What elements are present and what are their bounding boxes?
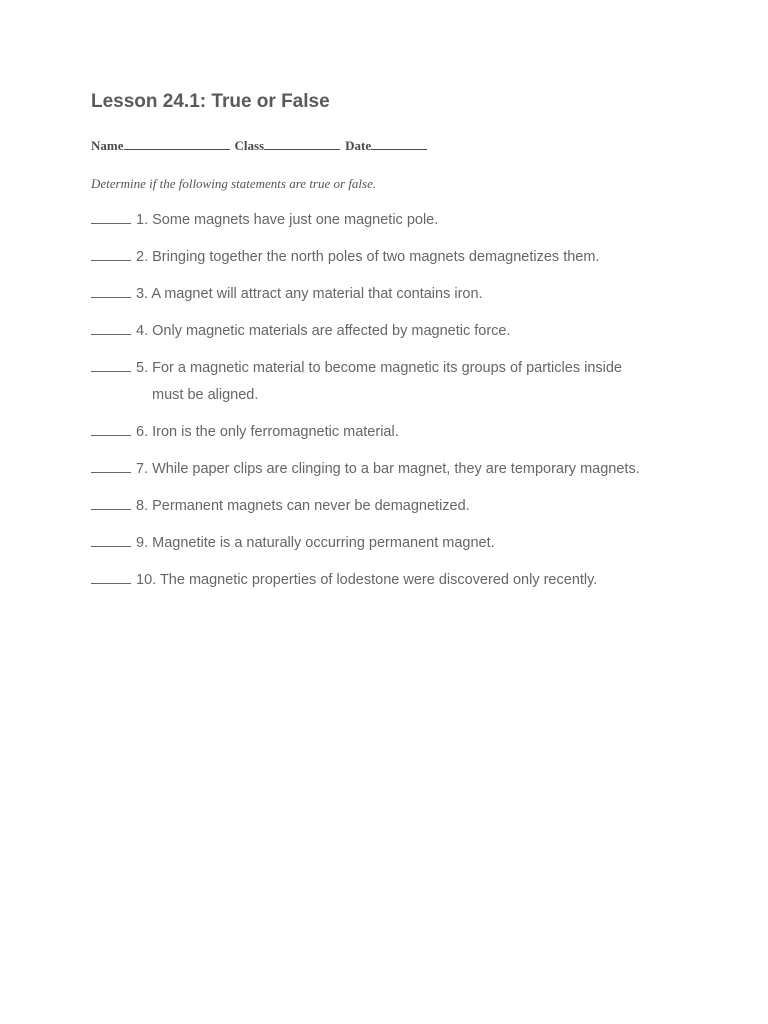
answer-blank bbox=[91, 496, 131, 510]
question-number: 7. bbox=[136, 461, 149, 477]
question-number: 8. bbox=[136, 498, 149, 514]
answer-blank bbox=[91, 459, 131, 473]
question-text: Iron is the only ferromagnetic material. bbox=[152, 424, 399, 440]
question-text: For a magnetic material to become magnetic its groups of particles inside bbox=[152, 360, 622, 376]
class-label: Class bbox=[234, 138, 265, 153]
question-text: A magnet will attract any material that contains iron. bbox=[151, 286, 483, 302]
instructions: Determine if the following statements are true or false. bbox=[91, 176, 377, 191]
answer-blank bbox=[91, 284, 131, 298]
question-text: While paper clips are clinging to a bar magnet, they are temporary magnets. bbox=[152, 461, 640, 477]
question-number: 10. bbox=[136, 572, 157, 588]
question-9 bbox=[91, 530, 691, 557]
date-label: Date bbox=[345, 138, 372, 153]
answer-blank bbox=[91, 422, 131, 436]
question-3 bbox=[91, 281, 691, 308]
answer-blank bbox=[91, 210, 131, 224]
name-blank bbox=[124, 137, 230, 150]
question-6 bbox=[91, 419, 691, 446]
question-number: 3. bbox=[136, 286, 149, 302]
question-number: 1. bbox=[136, 212, 149, 228]
question-7 bbox=[91, 456, 731, 483]
answer-blank bbox=[91, 321, 131, 335]
name-label: Name bbox=[91, 138, 124, 153]
student-info-line bbox=[91, 137, 432, 154]
date-blank bbox=[371, 137, 427, 150]
question-text: Only magnetic materials are affected by magnetic force. bbox=[152, 323, 511, 339]
question-number: 2. bbox=[136, 249, 149, 265]
question-number: 9. bbox=[136, 535, 149, 551]
question-text: Bringing together the north poles of two magnets demagnetizes them. bbox=[152, 249, 600, 265]
question-2 bbox=[91, 244, 691, 271]
question-number: 5. bbox=[136, 360, 149, 376]
question-text: Magnetite is a naturally occurring permanent magnet. bbox=[152, 535, 495, 551]
answer-blank bbox=[91, 533, 131, 547]
answer-blank bbox=[91, 358, 131, 372]
answer-blank bbox=[91, 570, 131, 584]
question-1 bbox=[91, 207, 691, 234]
question-number: 4. bbox=[136, 323, 149, 339]
page-title: Lesson 24.1: True or False bbox=[91, 91, 330, 112]
question-number: 6. bbox=[136, 424, 149, 440]
class-blank bbox=[264, 137, 340, 150]
question-10 bbox=[91, 567, 691, 594]
question-text-continuation: must be aligned. bbox=[152, 387, 259, 403]
question-text: The magnetic properties of lodestone were discovered only recently. bbox=[159, 572, 598, 588]
question-text: Permanent magnets can never be demagnetized. bbox=[152, 498, 470, 514]
question-5 bbox=[91, 355, 691, 409]
question-8 bbox=[91, 493, 691, 520]
question-text: Some magnets have just one magnetic pole. bbox=[152, 212, 439, 228]
answer-blank bbox=[91, 247, 131, 261]
question-4 bbox=[91, 318, 691, 345]
